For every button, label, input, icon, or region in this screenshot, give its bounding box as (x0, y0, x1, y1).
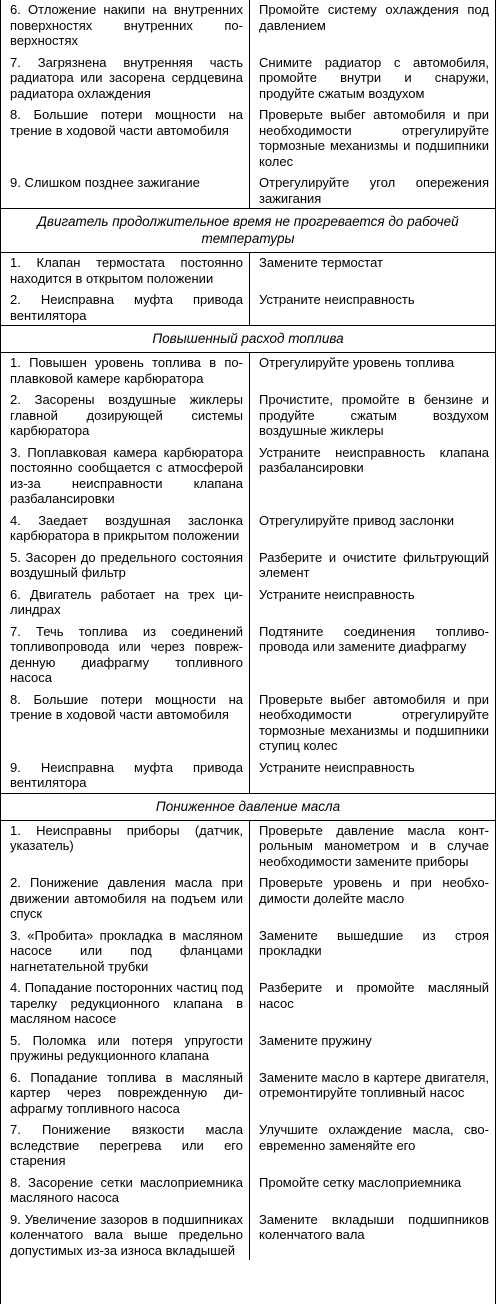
remedy-cell: Отрегулируйте привод заслонки (259, 512, 455, 528)
table-row (1, 288, 495, 326)
cause-cell: 9. Слишком позднее зажигание (1, 171, 250, 209)
cause-cell: 8. Большие потери мощности на трение в ходовой части автомобиля (1, 688, 250, 756)
table-row (1, 1208, 495, 1261)
cause-cell: 7. Понижение вязкости масла вследствие перегрева или его старения (1, 1118, 250, 1171)
table-row (1, 871, 495, 924)
table-row (1, 509, 495, 546)
remedy-cell: Замените вкладыши подшипников коленчатого вала (259, 1211, 489, 1242)
table-row (1, 688, 495, 756)
cause-cell: 2. Неисправна муфта привода вентилятора (1, 288, 250, 326)
table-row (1, 353, 495, 389)
table-row (1, 820, 495, 871)
section-header (1, 793, 495, 820)
cause-cell: 8. Большие потери мощности на трение в ходовой части автомобиля (1, 103, 250, 171)
cause-cell: 9. Увеличение зазоров в подшипниках коленчатого вала выше предельно допустимых из-за износа вкладышей (1, 1208, 250, 1261)
cause-cell: 6. Отложение накипи на внутренних поверхностях внутренних поверхностях (1, 0, 250, 51)
remedy-cell: Разберите и очистите фильтрующий элемент (259, 549, 489, 580)
remedy-cell: Подтяните соединения топливопровода или замените диафрагму (259, 623, 489, 654)
section-header (1, 209, 495, 253)
remedy-cell: Проверьте уровень и при необходимости долейте масло (259, 875, 489, 906)
table-row (1, 388, 495, 441)
table-row (1, 0, 495, 51)
section-title: Пониженное давление масла (1, 793, 495, 820)
table-row (1, 103, 495, 171)
cause-cell: 1. Клапан термостата постоянно находится в открытом положении (1, 253, 250, 289)
table-row (1, 441, 495, 509)
cause-cell: 1. Повышен уровень топлива в поплавковой камере карбюратора (1, 353, 250, 389)
cause-cell: 2. Засорены воздушные жиклеры главной дозирующей системы карбюратора (1, 388, 250, 441)
cause-cell: 4. Заедает воздушная заслонка карбюратора в прикрытом положении (1, 509, 250, 546)
troubleshooting-table (1, 0, 495, 1260)
remedy-cell: Проверьте выбег автомобиля и при необходимости отрегулируйте тормозные механизмы и подшипники колес (259, 107, 489, 169)
remedy-cell: Отрегулируйте угол опережения зажигания (259, 175, 489, 206)
table-row (1, 171, 495, 209)
cause-cell: 4. Попадание посторонних частиц под тарелку редукционного клапана в масляном насосе (1, 976, 250, 1029)
cause-cell: 8. Засорение сетки маслоприемника масляного насоса (1, 1171, 250, 1208)
remedy-cell: Прочистите, промойте в бензине и продуйте сжатым воздухом воздушные жиклеры (259, 392, 489, 438)
cause-cell: 1. Неисправны приборы (датчик, указатель) (1, 820, 250, 871)
section-header (1, 326, 495, 353)
remedy-cell: Замените вышедшие из строя прокладки (259, 927, 489, 958)
remedy-cell: Устраните неисправность клапана разбалансировки (259, 444, 489, 475)
table-row (1, 253, 495, 289)
remedy-cell: Проверьте выбег автомобиля и при необходимости отрегулируйте тормозные механизмы и подшипники ступиц колес (259, 691, 489, 753)
table-row (1, 51, 495, 104)
cause-cell: 7. Течь топлива из соединений топливопровода или через поврежденную диафрагму топливного насоса (1, 620, 250, 688)
table-row (1, 583, 495, 620)
table-row (1, 620, 495, 688)
remedy-cell: Замените масло в картере двигателя, отремонтируйте топливный насос (259, 1069, 489, 1100)
remedy-cell: Снимите радиатор с автомобиля, промойте внутри и снаружи, продуйте сжатым воздухом (259, 54, 489, 101)
remedy-cell: Отрегулируйте уровень топлива (259, 355, 455, 370)
remedy-cell: Улучшите охлаждение масла, своевременно заменяйте его (259, 1122, 489, 1153)
remedy-cell: Замените пружину (259, 1032, 372, 1048)
cause-cell: 3. Поплавковая камера карбюратора постоянно сообщается с атмосферой из-за неисправности клапана разбалансировки (1, 441, 250, 509)
cause-cell: 6. Попадание топлива в масляный картер через поврежденную диафрагму топливного насоса (1, 1066, 250, 1119)
table-row (1, 546, 495, 583)
cause-cell: 5. Поломка или потеря упругости пружины редукционного клапана (1, 1029, 250, 1066)
remedy-cell: Устраните неисправность (259, 292, 415, 307)
remedy-cell: Замените термостат (259, 255, 383, 270)
section-title: Повышенный расход топлива (1, 326, 495, 353)
cause-cell: 6. Двигатель работает на трех цилиндрах (1, 583, 250, 620)
cause-cell: 9. Неисправна муфта привода вентилятора (1, 756, 250, 794)
cause-cell: 3. «Пробита» прокладка в масляном насосе или под фланцами нагнетательной трубки (1, 924, 250, 977)
remedy-cell: Устраните неисправность (259, 586, 415, 602)
remedy-cell: Промойте сетку маслоприемника (259, 1174, 462, 1190)
table-row (1, 1171, 495, 1208)
table-row (1, 924, 495, 977)
remedy-cell: Разберите и промойте масляный насос (259, 980, 489, 1011)
remedy-cell: Устраните неисправность (259, 759, 415, 775)
cause-cell: 5. Засорен до предельного состояния воздушный фильтр (1, 546, 250, 583)
remedy-cell: Промойте систему охлаждения под давлением (259, 2, 489, 33)
cause-cell: 7. Загрязнена внутренняя часть радиатора или засорена сердцевина радиатора охлаждения (1, 51, 250, 104)
table-row (1, 1118, 495, 1171)
table-row (1, 1029, 495, 1066)
table-row (1, 1066, 495, 1119)
section-title: Двигатель продолжительное время не прогревается до рабочей температуры (1, 209, 495, 253)
cause-cell: 2. Понижение давления масла при движении автомобиля на подъем или спуск (1, 871, 250, 924)
remedy-cell: Проверьте давление масла контрольным манометром и в случае необходимости замените приборы (259, 822, 489, 869)
table-row (1, 756, 495, 794)
table-row (1, 976, 495, 1029)
